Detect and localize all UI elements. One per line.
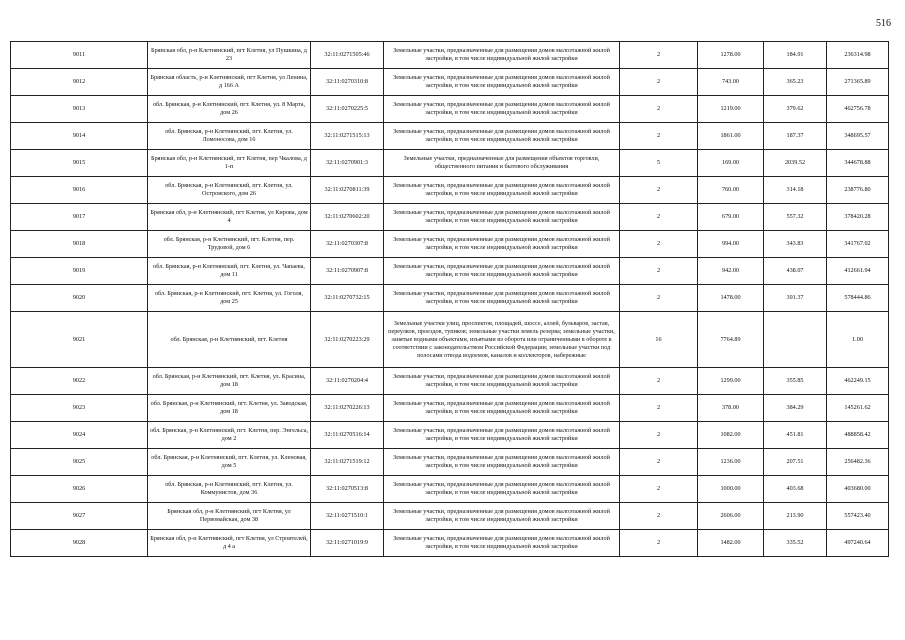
table-row — [11, 449, 889, 476]
cadastral-value-cell: 403680.00 — [827, 476, 889, 503]
table-row — [11, 96, 889, 123]
cadastral-value-cell: 145261.62 — [827, 395, 889, 422]
table-row — [11, 368, 889, 395]
cadastral-value-cell: 1.00 — [827, 312, 889, 368]
cadastral-value-cell: 488858.42 — [827, 422, 889, 449]
cadastral-number-cell: 32:11:0270204:4 — [311, 368, 384, 395]
table-row — [11, 312, 889, 368]
use-group-cell: 2 — [620, 123, 698, 150]
permitted-use-cell: Земельные участки, предназначенные для размещения домов малоэтажной жилой застройки, в том числе индивидуальной жилой застройки — [384, 258, 620, 285]
use-group-cell: 2 — [620, 69, 698, 96]
permitted-use-cell: Земельные участки, предназначенные для размещения домов малоэтажной жилой застройки, в том числе индивидуальной жилой застройки — [384, 177, 620, 204]
row-number-cell: 9026 — [11, 476, 148, 503]
area-cell: 1299.00 — [698, 368, 764, 395]
specific-value-cell — [764, 312, 827, 368]
address-cell: Брянская обл, р-н Клетнянский, пгт Клетня, ул Пушкина, д 23 — [148, 42, 311, 69]
permitted-use-cell: Земельные участки, предназначенные для размещения домов малоэтажной жилой застройки, в том числе индивидуальной жилой застройки — [384, 503, 620, 530]
cadastral-number-cell: 32:11:0270907:8 — [311, 258, 384, 285]
use-group-cell: 2 — [620, 42, 698, 69]
cadastral-number-cell: 32:11:0271519:12 — [311, 449, 384, 476]
permitted-use-cell: Земельные участки, предназначенные для размещения домов малоэтажной жилой застройки, в том числе индивидуальной жилой застройки — [384, 42, 620, 69]
cadastral-value-cell: 462756.78 — [827, 96, 889, 123]
use-group-cell: 2 — [620, 530, 698, 557]
address-cell: обл. Брянская, р-н Клетнянский, пгт. Клетня, пер. Трудовой, дом 6 — [148, 231, 311, 258]
table-row — [11, 177, 889, 204]
use-group-cell: 16 — [620, 312, 698, 368]
area-cell: 2606.00 — [698, 503, 764, 530]
cadastral-number-cell: 32:11:0270732:15 — [311, 285, 384, 312]
cadastral-number-cell: 32:11:0271505:46 — [311, 42, 384, 69]
cadastral-number-cell: 32:11:0270307:8 — [311, 231, 384, 258]
specific-value-cell: 379.62 — [764, 96, 827, 123]
permitted-use-cell: Земельные участки, предназначенные для размещения домов малоэтажной жилой застройки, в том числе индивидуальной жилой застройки — [384, 285, 620, 312]
table-row — [11, 42, 889, 69]
permitted-use-cell: Земельные участки, предназначенные для размещения домов малоэтажной жилой застройки, в том числе индивидуальной жилой застройки — [384, 368, 620, 395]
cadastral-number-cell: 32:11:0271019:9 — [311, 530, 384, 557]
specific-value-cell: 335.52 — [764, 530, 827, 557]
cadastral-value-cell: 557423.40 — [827, 503, 889, 530]
area-cell: 942.00 — [698, 258, 764, 285]
area-cell: 1082.00 — [698, 422, 764, 449]
specific-value-cell: 403.68 — [764, 476, 827, 503]
table-row — [11, 123, 889, 150]
row-number-cell: 9011 — [11, 42, 148, 69]
address-cell: обл. Брянская, р-н Клетнянский, пгт. Клетня, ул. Ломоносова, дом 16 — [148, 123, 311, 150]
row-number-cell: 9015 — [11, 150, 148, 177]
cadastral-value-cell: 236314.98 — [827, 42, 889, 69]
specific-value-cell: 384.29 — [764, 395, 827, 422]
use-group-cell: 2 — [620, 231, 698, 258]
cadastral-value-cell: 497240.64 — [827, 530, 889, 557]
cadastral-number-cell: 32:11:0270811:39 — [311, 177, 384, 204]
address-cell: обл. Брянская, р-н Клетнянский, пгт. Клетня, ул. Красина, дом 18 — [148, 368, 311, 395]
row-number-cell: 9018 — [11, 231, 148, 258]
table-row — [11, 476, 889, 503]
row-number-cell: 9021 — [11, 312, 148, 368]
permitted-use-cell: Земельные участки, предназначенные для размещения домов малоэтажной жилой застройки, в том числе индивидуальной жилой застройки — [384, 530, 620, 557]
permitted-use-cell: Земельные участки улиц, проспектов, площадей, шоссе, аллей, бульваров, застав, переулков, проездов, тупиков; земельные участки земель резерва; земельные участки, занятые водными объектами, изъятыми из оборота или ограниченными в обороте в соответствии с законодательством Российской Федерации; земельные участки под полосами отвода водоемов, каналов и коллекторов, набережные — [384, 312, 620, 368]
specific-value-cell: 557.32 — [764, 204, 827, 231]
area-cell: 679.00 — [698, 204, 764, 231]
area-cell: 1482.00 — [698, 530, 764, 557]
address-cell: обл. Брянская, р-н Клетнянский, пгт. Клетня, ул. Гоголя, дом 25 — [148, 285, 311, 312]
specific-value-cell: 187.37 — [764, 123, 827, 150]
cadastral-value-cell: 462249.15 — [827, 368, 889, 395]
table-body — [11, 42, 889, 557]
use-group-cell: 2 — [620, 204, 698, 231]
permitted-use-cell: Земельные участки, предназначенные для размещения домов малоэтажной жилой застройки, в том числе индивидуальной жилой застройки — [384, 96, 620, 123]
cadastral-value-cell: 271365.89 — [827, 69, 889, 96]
address-cell: обл. Брянская, р-н Клетнянский, пгт. Клетня, ул. Островского, дом 26 — [148, 177, 311, 204]
table-row — [11, 258, 889, 285]
cadastral-number-cell: 32:11:0271515:13 — [311, 123, 384, 150]
area-cell: 1478.00 — [698, 285, 764, 312]
page-number: 516 — [876, 18, 891, 29]
address-cell: обл. Брянская, р-н Клетнянский, пгт. Клетня, ул. Заводская, дом 18 — [148, 395, 311, 422]
row-number-cell: 9027 — [11, 503, 148, 530]
area-cell: 378.00 — [698, 395, 764, 422]
cadastral-value-cell: 578444.86 — [827, 285, 889, 312]
cadastral-number-cell: 32:11:0270310:8 — [311, 69, 384, 96]
cadastral-value-table — [10, 41, 889, 557]
row-number-cell: 9016 — [11, 177, 148, 204]
table-row — [11, 395, 889, 422]
cadastral-number-cell: 32:11:0271510:1 — [311, 503, 384, 530]
cadastral-value-cell: 344678.88 — [827, 150, 889, 177]
cadastral-value-cell: 348695.57 — [827, 123, 889, 150]
cadastral-value-cell: 238776.80 — [827, 177, 889, 204]
cadastral-number-cell: 32:11:0270901:3 — [311, 150, 384, 177]
address-cell: обл. Брянская, р-н Клетнянский, пгт. Клетня, ул. Коммунистов, дом 36 — [148, 476, 311, 503]
address-cell: Брянская область, р-н Клетнянский, пгт Клетня, ул Ленина, д 166 А — [148, 69, 311, 96]
specific-value-cell: 343.83 — [764, 231, 827, 258]
cadastral-number-cell: 32:11:0270513:8 — [311, 476, 384, 503]
table-row — [11, 204, 889, 231]
specific-value-cell: 438.07 — [764, 258, 827, 285]
row-number-cell: 9023 — [11, 395, 148, 422]
address-cell: Брянская обл, р-н Клетнянский, пгт Клетня, ул Строителей, д 4 а — [148, 530, 311, 557]
use-group-cell: 2 — [620, 395, 698, 422]
row-number-cell: 9012 — [11, 69, 148, 96]
specific-value-cell: 451.81 — [764, 422, 827, 449]
row-number-cell: 9024 — [11, 422, 148, 449]
permitted-use-cell: Земельные участки, предназначенные для размещения домов малоэтажной жилой застройки, в том числе индивидуальной жилой застройки — [384, 395, 620, 422]
specific-value-cell: 184.91 — [764, 42, 827, 69]
use-group-cell: 2 — [620, 422, 698, 449]
row-number-cell: 9022 — [11, 368, 148, 395]
use-group-cell: 5 — [620, 150, 698, 177]
area-cell: 1236.00 — [698, 449, 764, 476]
area-cell: 1000.00 — [698, 476, 764, 503]
specific-value-cell: 391.37 — [764, 285, 827, 312]
row-number-cell: 9025 — [11, 449, 148, 476]
address-cell: Брянская обл, р-н Клетнянский, пгт Клетня, ул Кирова, дом 4 — [148, 204, 311, 231]
area-cell: 743.00 — [698, 69, 764, 96]
cadastral-value-cell: 378420.28 — [827, 204, 889, 231]
specific-value-cell: 207.51 — [764, 449, 827, 476]
specific-value-cell: 355.85 — [764, 368, 827, 395]
area-cell: 1861.00 — [698, 123, 764, 150]
address-cell: обл. Брянская, р-н Клетнянский, пгт. Клетня — [148, 312, 311, 368]
row-number-cell: 9020 — [11, 285, 148, 312]
row-number-cell: 9017 — [11, 204, 148, 231]
use-group-cell: 2 — [620, 449, 698, 476]
use-group-cell: 2 — [620, 285, 698, 312]
cadastral-value-cell: 256482.36 — [827, 449, 889, 476]
table-row — [11, 422, 889, 449]
row-number-cell: 9019 — [11, 258, 148, 285]
specific-value-cell: 365.23 — [764, 69, 827, 96]
use-group-cell: 2 — [620, 258, 698, 285]
permitted-use-cell: Земельные участки, предназначенные для размещения домов малоэтажной жилой застройки, в том числе индивидуальной жилой застройки — [384, 422, 620, 449]
permitted-use-cell: Земельные участки, предназначенные для размещения объектов торговли, общественного питания и бытового обслуживания — [384, 150, 620, 177]
address-cell: обл. Брянская, р-н Клетнянский, пгт. Клетня, ул. Чапаева, дом 11 — [148, 258, 311, 285]
specific-value-cell: 2039.52 — [764, 150, 827, 177]
cadastral-value-cell: 412661.94 — [827, 258, 889, 285]
area-cell: 1219.00 — [698, 96, 764, 123]
permitted-use-cell: Земельные участки, предназначенные для размещения домов малоэтажной жилой застройки, в том числе индивидуальной жилой застройки — [384, 449, 620, 476]
row-number-cell: 9014 — [11, 123, 148, 150]
cadastral-number-cell: 32:11:0270223:29 — [311, 312, 384, 368]
use-group-cell: 2 — [620, 503, 698, 530]
use-group-cell: 2 — [620, 96, 698, 123]
address-cell: обл. Брянская, р-н Клетнянский, пгт. Клетня, ул. 8 Марта, дом 26 — [148, 96, 311, 123]
use-group-cell: 2 — [620, 368, 698, 395]
table-row — [11, 285, 889, 312]
cadastral-value-cell: 341767.02 — [827, 231, 889, 258]
address-cell: обл. Брянская, р-н Клетнянский, пгт. Клетня, ул. Кленовая, дом 5 — [148, 449, 311, 476]
area-cell: 994.00 — [698, 231, 764, 258]
table-row — [11, 69, 889, 96]
use-group-cell: 2 — [620, 177, 698, 204]
cadastral-number-cell: 32:11:0270225:5 — [311, 96, 384, 123]
area-cell: 1278.00 — [698, 42, 764, 69]
specific-value-cell: 314.18 — [764, 177, 827, 204]
row-number-cell: 9028 — [11, 530, 148, 557]
permitted-use-cell: Земельные участки, предназначенные для размещения домов малоэтажной жилой застройки, в том числе индивидуальной жилой застройки — [384, 231, 620, 258]
area-cell: 760.00 — [698, 177, 764, 204]
area-cell: 169.00 — [698, 150, 764, 177]
table-row — [11, 231, 889, 258]
permitted-use-cell: Земельные участки, предназначенные для размещения домов малоэтажной жилой застройки, в том числе индивидуальной жилой застройки — [384, 204, 620, 231]
table-row — [11, 530, 889, 557]
table-row — [11, 503, 889, 530]
permitted-use-cell: Земельные участки, предназначенные для размещения домов малоэтажной жилой застройки, в том числе индивидуальной жилой застройки — [384, 476, 620, 503]
address-cell: обл. Брянская, р-н Клетнянский, пгт. Клетня, пер. Энгельса, дом 2 — [148, 422, 311, 449]
cadastral-number-cell: 32:11:0270602:20 — [311, 204, 384, 231]
address-cell: Брянская обл, р-н Клетнянский, пгт Клетня, пер Чкалова, д 1-п — [148, 150, 311, 177]
specific-value-cell: 213.90 — [764, 503, 827, 530]
permitted-use-cell: Земельные участки, предназначенные для размещения домов малоэтажной жилой застройки, в том числе индивидуальной жилой застройки — [384, 123, 620, 150]
use-group-cell: 2 — [620, 476, 698, 503]
permitted-use-cell: Земельные участки, предназначенные для размещения домов малоэтажной жилой застройки, в том числе индивидуальной жилой застройки — [384, 69, 620, 96]
cadastral-number-cell: 32:11:0270516:14 — [311, 422, 384, 449]
area-cell: 7764.89 — [698, 312, 764, 368]
row-number-cell: 9013 — [11, 96, 148, 123]
table-row — [11, 150, 889, 177]
address-cell: Брянская обл, р-н Клетнянский, пгт Клетня, ул Первомайская, дом 38 — [148, 503, 311, 530]
cadastral-number-cell: 32:11:0270226:13 — [311, 395, 384, 422]
